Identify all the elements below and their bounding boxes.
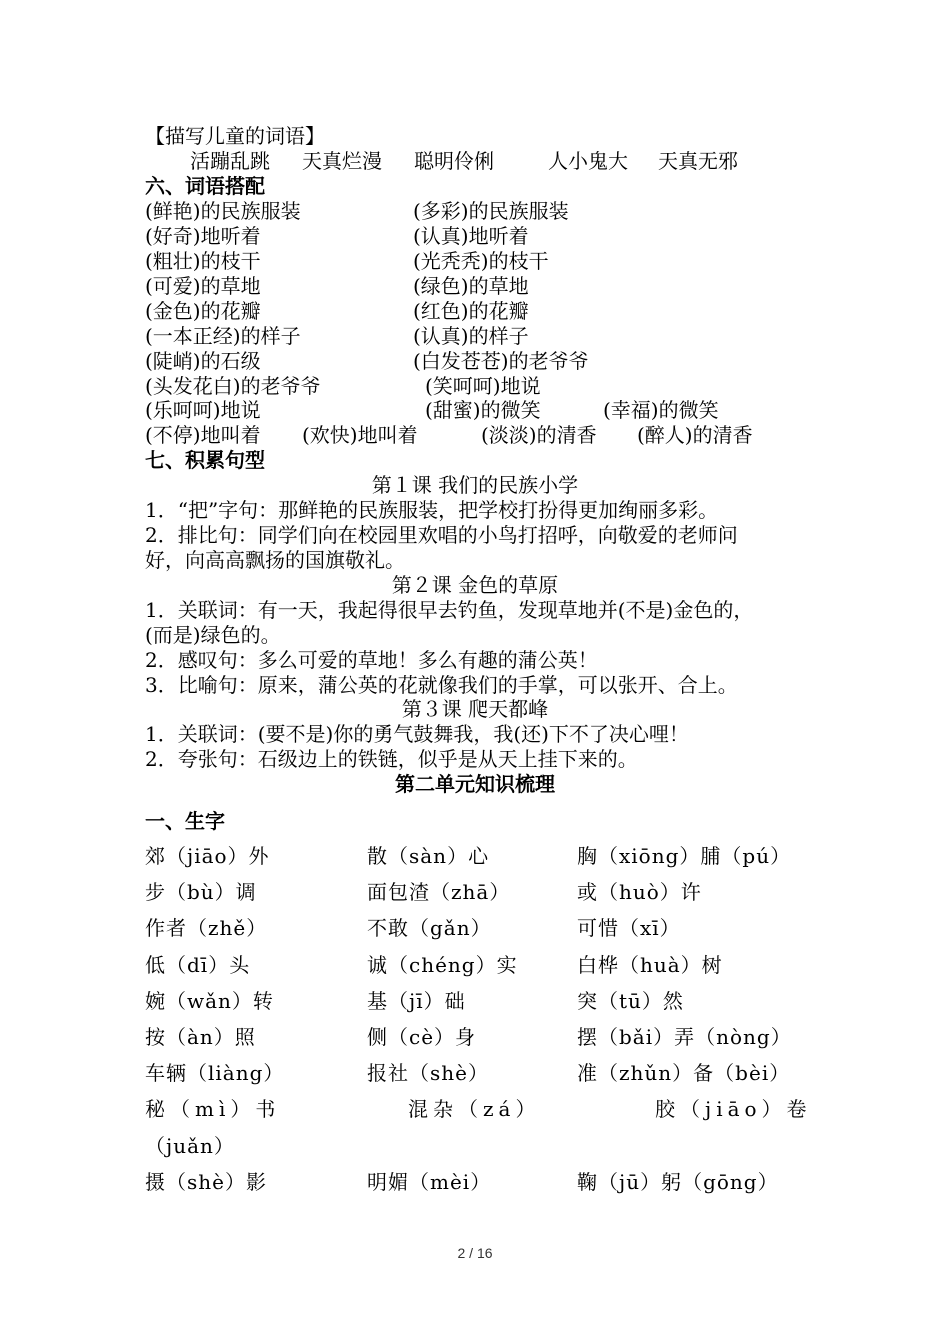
- children-word: 天真烂漫: [302, 149, 382, 173]
- collocation-right: (多彩)的民族服装: [413, 199, 569, 223]
- collocation-right: (光秃秃)的枝干: [413, 249, 549, 273]
- collocation-item: (欢快)地叫着: [302, 423, 418, 447]
- char-cell: 或（huò）许: [577, 880, 702, 904]
- lesson1-title: 第１课 我们的民族小学: [371, 473, 579, 497]
- char-cell: 胶（jiāo）卷: [655, 1097, 812, 1121]
- char-cell: （juǎn）: [145, 1134, 235, 1158]
- sentence-line: 1．关联词：有一天，我起得很早去钓鱼，发现草地并(不是)金色的，: [145, 598, 754, 622]
- children-word: 聪明伶俐: [414, 149, 494, 173]
- char-row: [0, 947, 950, 983]
- sentence-line: 2．夸张句：石级边上的铁链，似乎是从天上挂下来的。: [145, 747, 638, 771]
- sentence-line: 1．“把”字句：那鲜艳的民族服装，把学校打扮得更加绚丽多彩。: [145, 498, 719, 522]
- char-cell: 混杂（zá）: [408, 1097, 541, 1121]
- unit2-section1-heading: 一、生字: [145, 809, 225, 833]
- collocation-left: (可爱)的草地: [145, 274, 261, 298]
- char-cell: 郊（jiāo）外: [145, 844, 270, 868]
- children-word: 天真无邪: [658, 149, 738, 173]
- char-cell: 婉（wǎn）转: [145, 989, 274, 1013]
- collocation-left: (鲜艳)的民族服装: [145, 199, 301, 223]
- char-cell: 面包渣（zhā）: [367, 880, 511, 904]
- char-cell: 可惜（xī）: [577, 916, 681, 940]
- char-cell: 车辆（liàng）: [145, 1061, 285, 1085]
- char-cell: 作者（zhě）: [145, 916, 268, 940]
- collocation-left: (一本正经)的样子: [145, 324, 301, 348]
- char-row: [0, 983, 950, 1019]
- char-cell: 按（àn）照: [145, 1025, 256, 1049]
- char-row: [0, 910, 950, 946]
- collocation-item: (不停)地叫着: [145, 423, 261, 447]
- char-cell: 不敢（gǎn）: [367, 916, 492, 940]
- char-cell: 侧（cè）身: [367, 1025, 477, 1049]
- collocation-left: (粗壮)的枝干: [145, 249, 261, 273]
- collocation-right: (认真)的样子: [413, 324, 529, 348]
- char-cell: 低（dī）头: [145, 953, 251, 977]
- section7-heading: 七、积累句型: [145, 448, 265, 472]
- collocation-left: (金色)的花瓣: [145, 299, 261, 323]
- char-cell: 步（bù）调: [145, 880, 257, 904]
- char-cell: 散（sàn）心: [367, 844, 490, 868]
- unit2-title: 第二单元知识梳理: [395, 772, 555, 796]
- char-cell: 胸（xiōng）脯（pú）: [577, 844, 792, 868]
- char-row: [0, 1164, 950, 1200]
- sentence-line: 好，向高高飘扬的国旗敬礼。: [145, 548, 405, 572]
- sentence-line: 2．感叹句：多么可爱的草地！多么有趣的蒲公英！: [145, 648, 598, 672]
- char-cell: 基（jī）础: [367, 989, 466, 1013]
- collocation-right: (笑呵呵)地说: [425, 374, 541, 398]
- char-cell: 突（tū）然: [577, 989, 684, 1013]
- char-cell: 诚（chéng）实: [367, 953, 518, 977]
- lesson3-title: 第３课 爬天都峰: [401, 697, 549, 721]
- char-cell: 秘（mì）书: [145, 1097, 281, 1121]
- char-row: [0, 874, 950, 910]
- collocation-right: (绿色)的草地: [413, 274, 529, 298]
- char-row: [0, 1091, 950, 1127]
- sentence-line: 3．比喻句：原来，蒲公英的花就像我们的手掌，可以张开、合上。: [145, 673, 738, 697]
- char-cell: 鞠（jū）躬（gōng）: [577, 1170, 779, 1194]
- char-row: [0, 1055, 950, 1091]
- collocation-left: (好奇)地听着: [145, 224, 261, 248]
- char-cell: 摆（bǎi）弄（nòng）: [577, 1025, 792, 1049]
- children-word: 活蹦乱跳: [190, 149, 270, 173]
- char-cell: 摄（shè）影: [145, 1170, 267, 1194]
- char-cell: 准（zhǔn）备（bèi）: [577, 1061, 791, 1085]
- collocation-left: (乐呵呵)地说: [145, 398, 261, 422]
- char-cell: 白桦（huà）树: [577, 953, 723, 977]
- lesson2-title: 第２课 金色的草原: [391, 573, 559, 597]
- collocation-middle: (甜蜜)的微笑: [425, 398, 541, 422]
- char-row: [0, 1128, 950, 1164]
- collocation-right: (白发苍苍)的老爷爷: [413, 349, 589, 373]
- collocation-item: (醉人)的清香: [637, 423, 753, 447]
- children-words-heading: 【描写儿童的词语】: [145, 124, 325, 148]
- collocation-right: (红色)的花瓣: [413, 299, 529, 323]
- collocation-left: (陡峭)的石级: [145, 349, 261, 373]
- char-cell: 报社（shè）: [367, 1061, 489, 1085]
- char-cell: 明媚（mèi）: [367, 1170, 492, 1194]
- sentence-line: 1．关联词：(要不是)你的勇气鼓舞我，我(还)下不了决心哩！: [145, 722, 689, 746]
- sentence-line: 2．排比句：同学们向在校园里欢唱的小鸟打招呼，向敬爱的老师问: [145, 523, 738, 547]
- char-row: [0, 838, 950, 874]
- sentence-line: (而是)绿色的。: [145, 623, 281, 647]
- char-row: [0, 1019, 950, 1055]
- children-word: 人小鬼大: [548, 149, 628, 173]
- collocation-right: (认真)地听着: [413, 224, 529, 248]
- page-number: 2 / 16: [457, 1245, 493, 1261]
- collocation-right: (幸福)的微笑: [603, 398, 719, 422]
- collocation-left: (头发花白)的老爷爷: [145, 374, 321, 398]
- collocation-item: (淡淡)的清香: [481, 423, 597, 447]
- section6-heading: 六、词语搭配: [145, 174, 265, 198]
